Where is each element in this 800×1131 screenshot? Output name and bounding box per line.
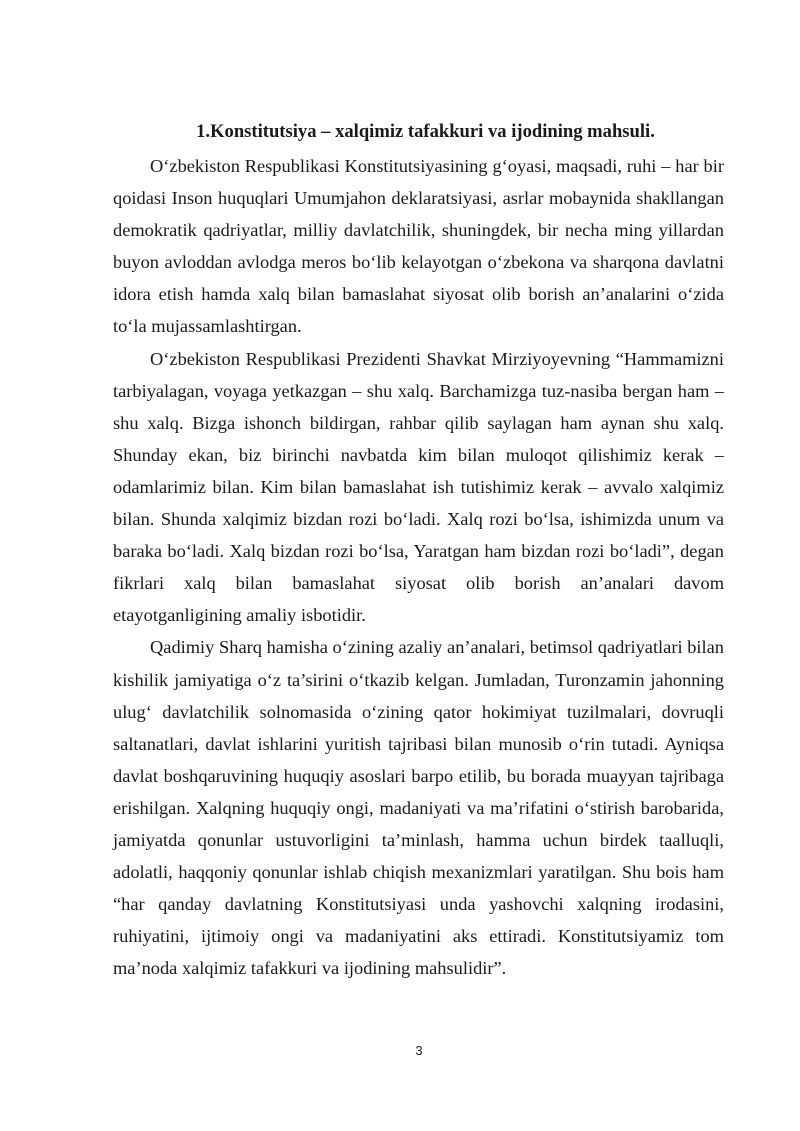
paragraph-1: O‘zbekiston Respublikasi Konstitutsiyasining g‘oyasi, maqsadi, ruhi – har bir qoidasi Inson huquqlari Umumjahon deklaratsiyasi, asrlar mobaynida shakllangan demokratik qadriyatlar, milliy davlatchilik, shuningdek, bir necha ming yillardan buyon avloddan avlodga meros bo‘lib kelayotgan o‘zbekona va sharqona davlatni idora etish hamda xalq bilan bamaslahat siyosat olib borish an’analarini o‘zida to‘la mujassamlashtirgan. (113, 156, 724, 337)
section-title: 1.Konstitutsiya – xalqimiz tafakkuri va ijodining mahsuli. (196, 121, 655, 142)
paragraph-2: O‘zbekiston Respublikasi Prezidenti Shavkat Mirziyoyevning “Hammamizni tarbiyalagan, voyaga yetkazgan – shu xalq. Barchamizga tuz-nasiba bergan ham – shu xalq. Bizga ishonch bildirgan, rahbar qilib saylagan ham aynan shu xalq. Shunday ekan, biz birinchi navbatda kim bilan muloqot qilishimiz kerak – odamlarimiz bilan. Kim bilan bamaslahat ish tutishimiz kerak – avvalo xalqimiz bilan. Shunda xalqimiz bizdan rozi bo‘ladi. Xalq rozi bo‘lsa, ishimizda unum va baraka bo‘ladi. Xalq bizdan rozi bo‘lsa, Yaratgan ham bizdan rozi bo‘ladi”, degan fikrlari xalq bilan bamaslahat siyosat olib borish an’analari davom etayotganligining amaliy isbotidir. (113, 348, 724, 626)
paragraph-3: Qadimiy Sharq hamisha o‘zining azaliy an’analari, betimsol qadriyatlari bilan kishilik jamiyatiga o‘z ta’sirini o‘tkazib kelgan. Jumladan, Turonzamin jahonning ulug‘ davlatchilik solnomasida o‘zining qator hokimiyat tuzilmalari, dovruqli saltanatlari, davlat ishlarini yuritish tajribasi bilan munosib o‘rin tutadi. Ayniqsa davlat boshqaruvining huquqiy asoslari barpo etilib, bu borada muayyan tajribaga erishilgan. Xalqning huquqiy ongi, madaniyati va ma’rifatini o‘stirish barobarida, jamiyatda qonunlar ustuvorligini ta’minlash, hamma uchun birdek taalluqli, adolatli, haqqoniy qonunlar ishlab chiqish mexanizmlari yaratilgan. Shu bois ham “har qanday davlatning Konstitutsiyasi unda yashovchi xalqning irodasini, ruhiyatini, ijtimoiy ongi va madaniyatini aks ettiradi. Konstitutsiyamiz tom ma’noda xalqimiz tafakkuri va ijodining mahsulidir”. (113, 637, 724, 979)
page-number: 3 (415, 1043, 423, 1058)
document-page (113, 118, 724, 984)
